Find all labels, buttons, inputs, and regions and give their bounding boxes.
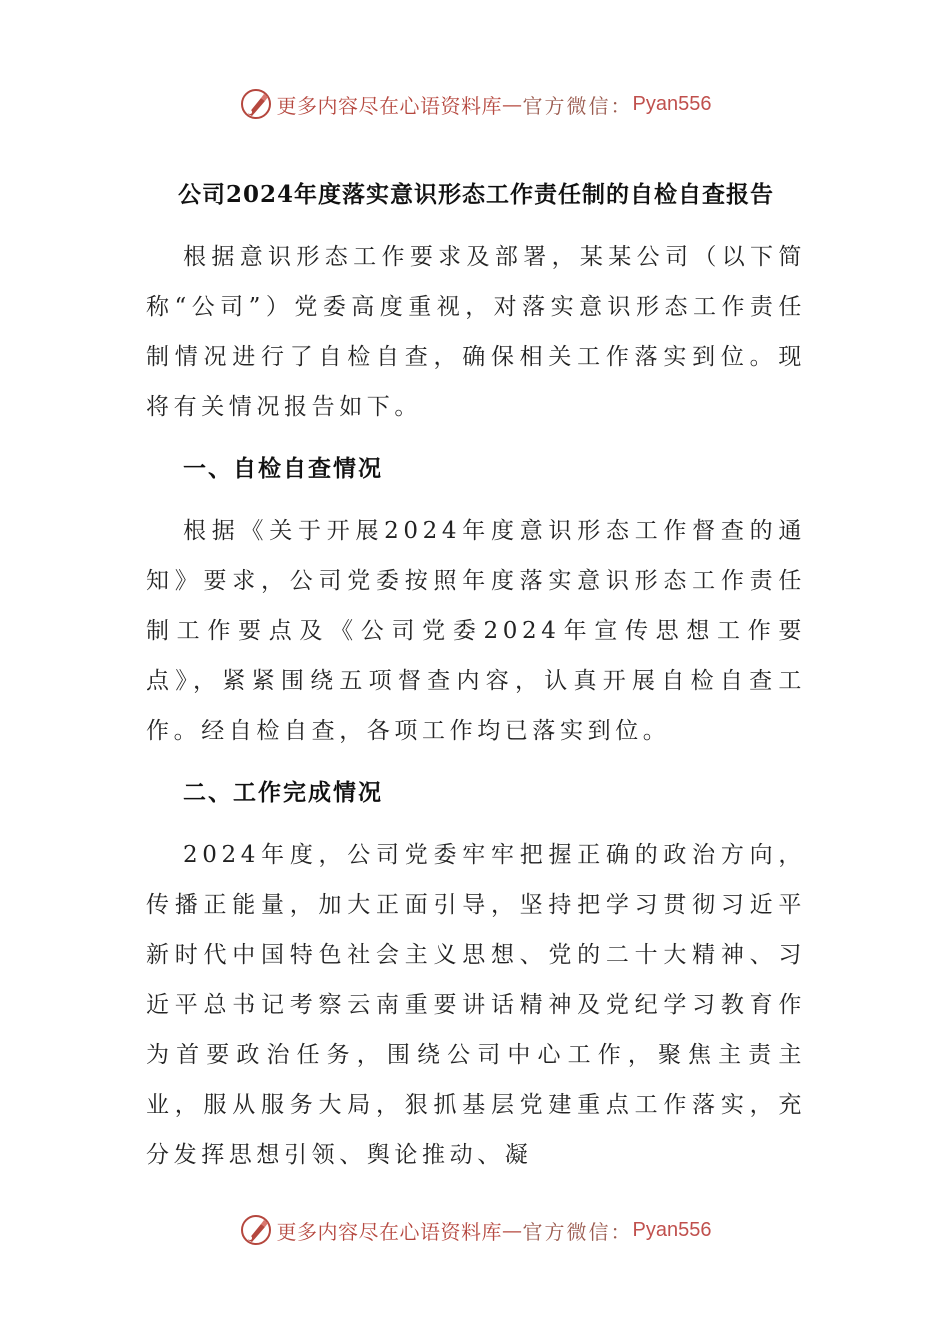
pen-nib-logo-icon bbox=[239, 1213, 273, 1247]
banner-wechat-id: Pyan556 bbox=[632, 1218, 712, 1241]
banner-dash: — bbox=[502, 1218, 523, 1242]
banner-main-text: 更多内容尽在心语资料库 bbox=[276, 93, 503, 118]
banner-wechat-label: 官方微信： bbox=[522, 1219, 633, 1244]
document-title: 公司2024年度落实意识形态工作责任制的自检自查报告 bbox=[177, 181, 774, 208]
pen-nib-logo-icon bbox=[239, 87, 273, 121]
section1-paragraph: 根据《关于开展2024年度意识形态工作督查的通知》要求，公司党委按照年度落实意识形态工作责任制工作要点及《公司党委2024年宣传思想工作要点》，紧紧围绕五项督查内容，认真开展自检自查工作。经自检自查，各项工作均已落实到位。 bbox=[146, 518, 806, 744]
footer-watermark-banner bbox=[0, 1208, 950, 1252]
document-body bbox=[146, 170, 806, 1180]
banner-wechat-label: 官方微信： bbox=[522, 93, 633, 118]
section2-paragraph: 2024年度，公司党委牢牢把握正确的政治方向，传播正能量，加大正面引导，坚持把学习贯彻习近平新时代中国特色社会主义思想、党的二十大精神、习近平总书记考察云南重要讲话精神及党纪学习教育作为首要政治任务，围绕公司中心工作，聚焦主责主业，服从服务大局，狠抓基层党建重点工作落实，充分发挥思想引领、舆论推动、凝 bbox=[146, 842, 806, 1168]
header-watermark-banner bbox=[0, 82, 950, 126]
banner-main-text: 更多内容尽在心语资料库 bbox=[276, 1219, 503, 1244]
banner-dash: — bbox=[502, 92, 523, 116]
intro-paragraph: 根据意识形态工作要求及部署，某某公司（以下简称“公司”）党委高度重视，对落实意识形态工作责任制情况进行了自检自查，确保相关工作落实到位。现将有关情况报告如下。 bbox=[146, 244, 806, 420]
section1-heading: 一、自检自查情况 bbox=[183, 455, 383, 482]
banner-wechat-id: Pyan556 bbox=[632, 92, 712, 115]
section2-heading: 二、工作完成情况 bbox=[183, 779, 383, 806]
